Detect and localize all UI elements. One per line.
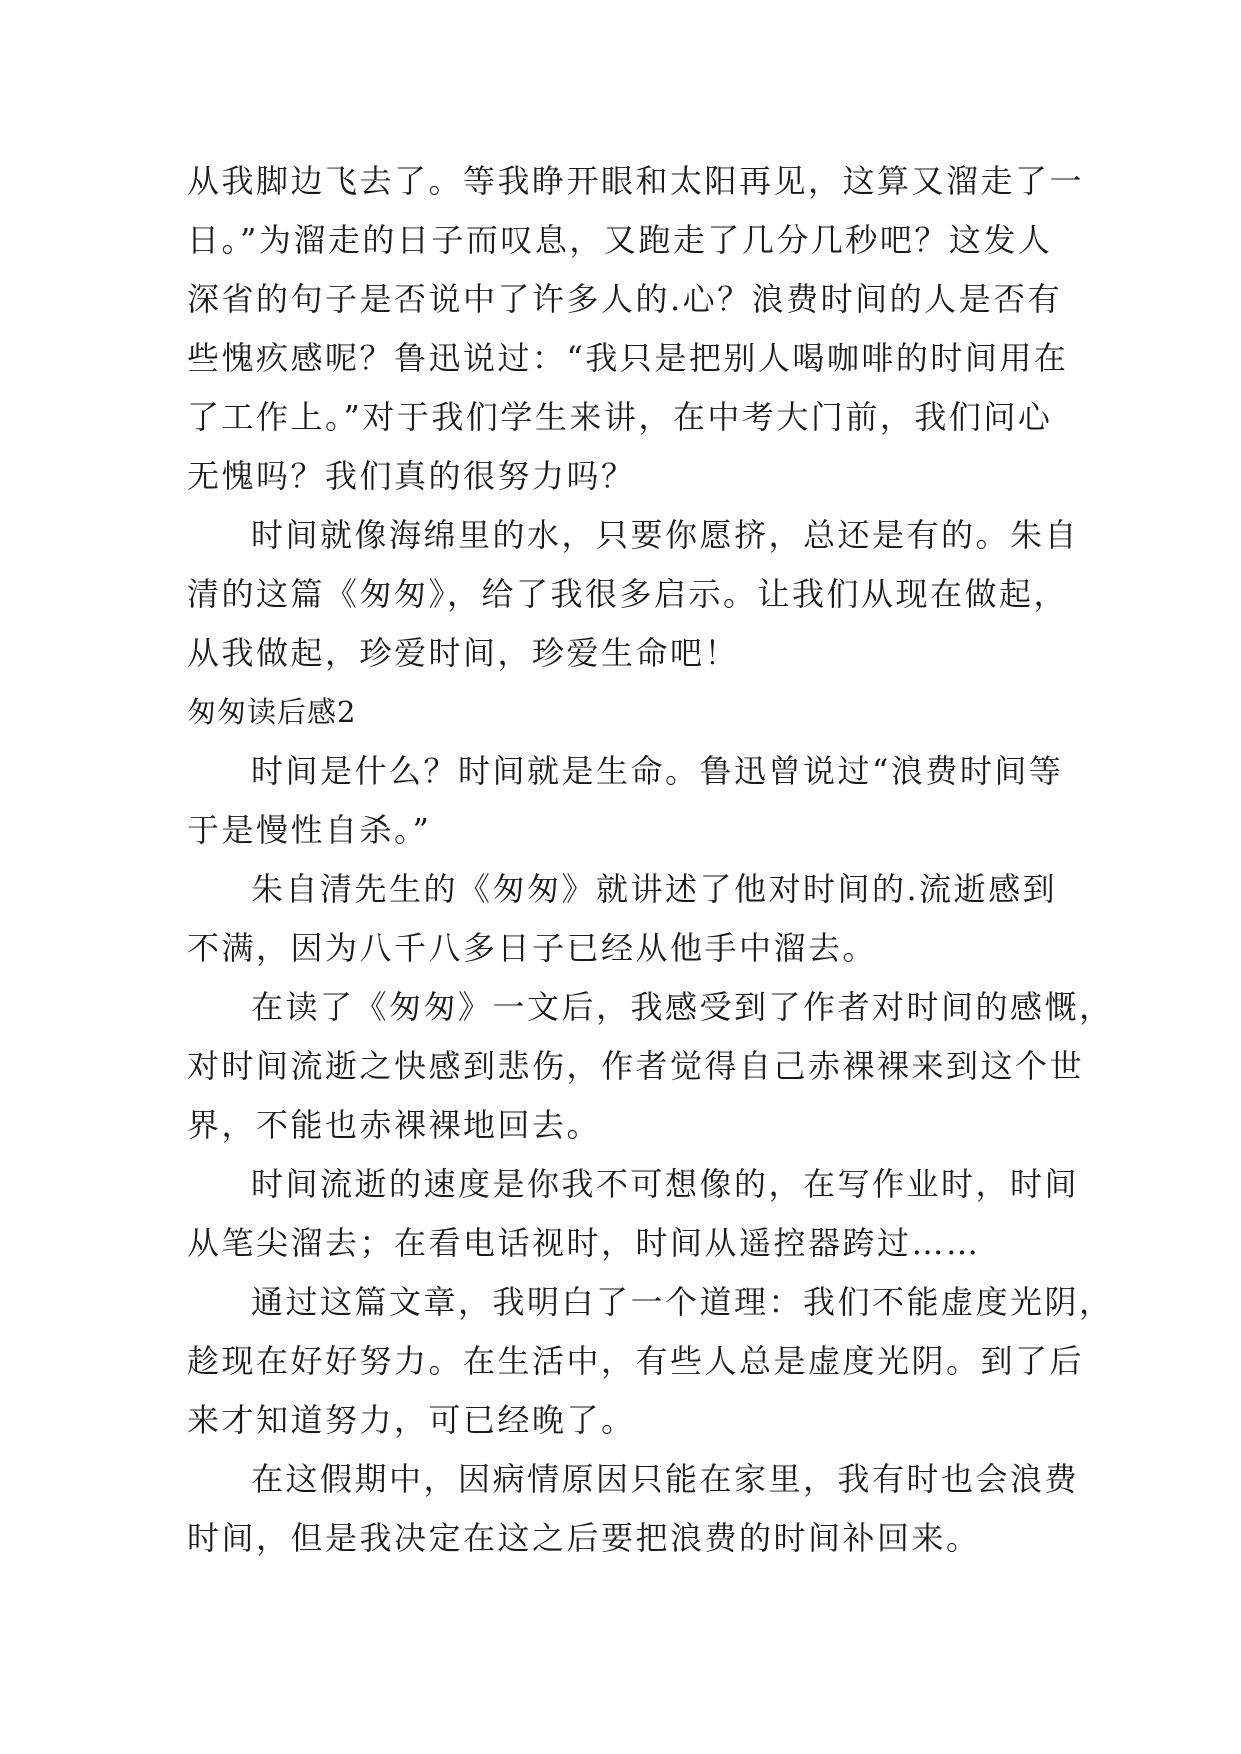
text-line: 无愧吗？我们真的很努力吗？ [187, 457, 636, 495]
text-line: 界，不能也赤裸裸地回去。 [187, 1106, 602, 1144]
paragraph-first-line: 在这假期中，因病情原因只能在家里，我有时也会浪费 [251, 1460, 1080, 1498]
text-line: 于是慢性自杀。” [187, 811, 432, 849]
paragraph-first-line: 时间流逝的速度是你我不可想像的，在写作业时，时间 [251, 1165, 1080, 1203]
text-line: 来才知道努力，可已经晚了。 [187, 1401, 636, 1439]
paragraph-first-line: 时间是什么？时间就是生命。鲁迅曾说过“浪费时间等 [251, 752, 1064, 790]
text-line: 日。”为溜走的日子而叹息，又跑走了几分几秒吧？这发人 [187, 221, 1053, 259]
text-line: 不满，因为八千八多日子已经从他手中溜去。 [187, 929, 878, 967]
text-line: 从我做起，珍爱时间，珍爱生命吧！ [187, 634, 740, 672]
text-line: 了工作上。”对于我们学生来讲，在中考大门前，我们问心 [187, 398, 1053, 436]
text-line: 对时间流逝之快感到悲伤，作者觉得自己赤裸裸来到这个世 [187, 1047, 1085, 1085]
text-line: 些愧疚感呢？鲁迅说过：“我只是把别人喝咖啡的时间用在 [187, 339, 1069, 377]
paragraph-first-line: 时间就像海绵里的水，只要你愿挤，总还是有的。朱自 [251, 516, 1080, 554]
paragraph-first-line: 朱自清先生的《匆匆》就讲述了他对时间的.流逝感到 [251, 870, 1058, 908]
section-heading: 匆匆读后感2 [187, 695, 357, 729]
text-line: 清的这篇《匆匆》，给了我很多启示。让我们从现在做起， [187, 575, 1069, 613]
text-line: 时间，但是我决定在这之后要把浪费的时间补回来。 [187, 1519, 981, 1557]
text-line: 深省的句子是否说中了许多人的.心？浪费时间的人是否有 [187, 280, 1063, 318]
text-line: 从笔尖溜去；在看电话视时，时间从遥控器跨过…… [187, 1224, 981, 1262]
text-line: 趁现在好好努力。在生活中，有些人总是虚度光阴。到了后 [187, 1342, 1085, 1380]
paragraph-first-line: 在读了《匆匆》一文后，我感受到了作者对时间的感慨， [251, 988, 1114, 1026]
paragraph-first-line: 通过这篇文章，我明白了一个道理：我们不能虚度光阴， [251, 1283, 1114, 1321]
text-line: 从我脚边飞去了。等我睁开眼和太阳再见，这算又溜走了一 [187, 162, 1085, 200]
document-body [187, 152, 1114, 1568]
